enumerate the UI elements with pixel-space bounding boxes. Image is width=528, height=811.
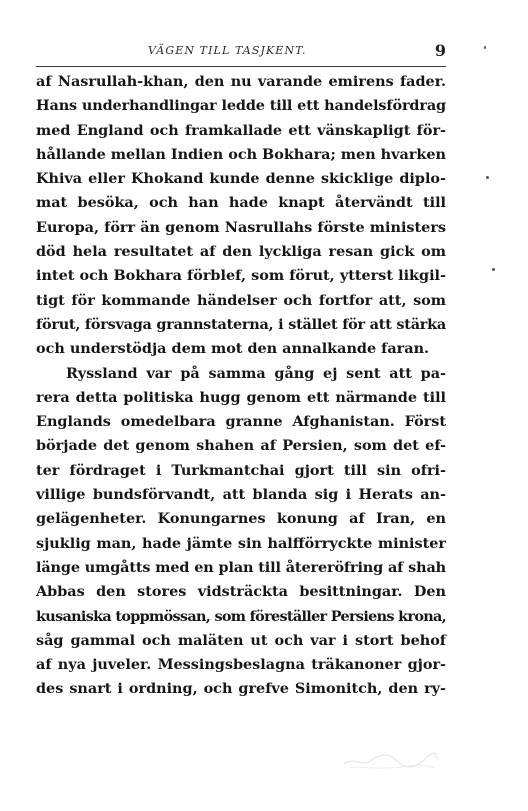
- text-line: des snart i ordning, och grefve Simonitch, den ry-: [36, 680, 446, 698]
- running-title: VÄGEN TILL TASJKENT.: [148, 44, 307, 57]
- text-line: ter fördraget i Turkmantchai gjort till sin ofri-: [36, 461, 446, 479]
- margin-speck: [486, 176, 489, 179]
- text-line: af Nasrullah-khan, den nu varande emirens fader.: [36, 73, 446, 90]
- margin-speck: [484, 46, 486, 49]
- text-line: länge umgåtts med en plan till återeröfring af shah: [36, 558, 447, 576]
- text-line: såg gammal och maläten ut och var i stort behof: [36, 631, 446, 649]
- text-line: började det genom shahen af Persien, som det ef-: [36, 437, 446, 455]
- text-line: Khiva eller Khokand kunde denne skicklige diplo-: [36, 170, 446, 188]
- text-line: Englands omedelbara granne Afghanistan. Först: [36, 413, 446, 431]
- running-head: [36, 41, 446, 64]
- text-line: tigt för kommande händelser och fortfor att, som: [36, 291, 446, 309]
- text-line: Ryssland var på samma gång ej sent att pa-: [66, 364, 446, 382]
- text-line: Hans underhandlingar ledde till ett handelsfördrag: [36, 97, 446, 115]
- text-line: intet och Bokhara förblef, som förut, ytterst likgil-: [36, 267, 446, 285]
- scan-watermark: [340, 748, 440, 772]
- text-line: död hela resultatet af den lyckliga resan gick om: [36, 243, 446, 261]
- text-line: gelägenheter. Konungarnes konung af Iran, en: [36, 510, 446, 528]
- text-line: med England och framkallade ett vänskapligt för-: [36, 121, 446, 139]
- text-line: Abbas den stores vidsträckta besittningar. Den: [36, 583, 446, 601]
- text-line: Europa, förr än genom Nasrullahs förste ministers: [36, 218, 446, 236]
- paragraph-2: [36, 362, 446, 702]
- text-line: af nya juveler. Messingsbeslagna träkanoner gjor-: [36, 656, 446, 674]
- text-line: sjuklig man, hade jämte sin halfförryckte minister: [36, 534, 446, 552]
- text-line: mat besöka, och han hade knapt återvändt till: [36, 194, 446, 212]
- header-rule: [36, 66, 446, 67]
- text-line: kusaniska toppmössan, som föreställer Persiens krona,: [36, 607, 446, 625]
- text-line: hållande mellan Indien och Bokhara; men hvarken: [36, 145, 446, 163]
- margin-speck: [492, 268, 495, 271]
- text-line: och understödja dem mot den annalkande faran.: [36, 340, 430, 358]
- text-line: villige bundsförvandt, att blanda sig i Herats an-: [36, 486, 446, 504]
- text-line: rera detta politiska hugg genom ett närmande till: [36, 388, 446, 406]
- text-line: förut, försvaga grannstaterna, i stället för att stärka: [36, 315, 446, 333]
- page-number: 9: [434, 41, 446, 60]
- paragraph-1: [36, 70, 446, 362]
- body-text: [36, 70, 446, 702]
